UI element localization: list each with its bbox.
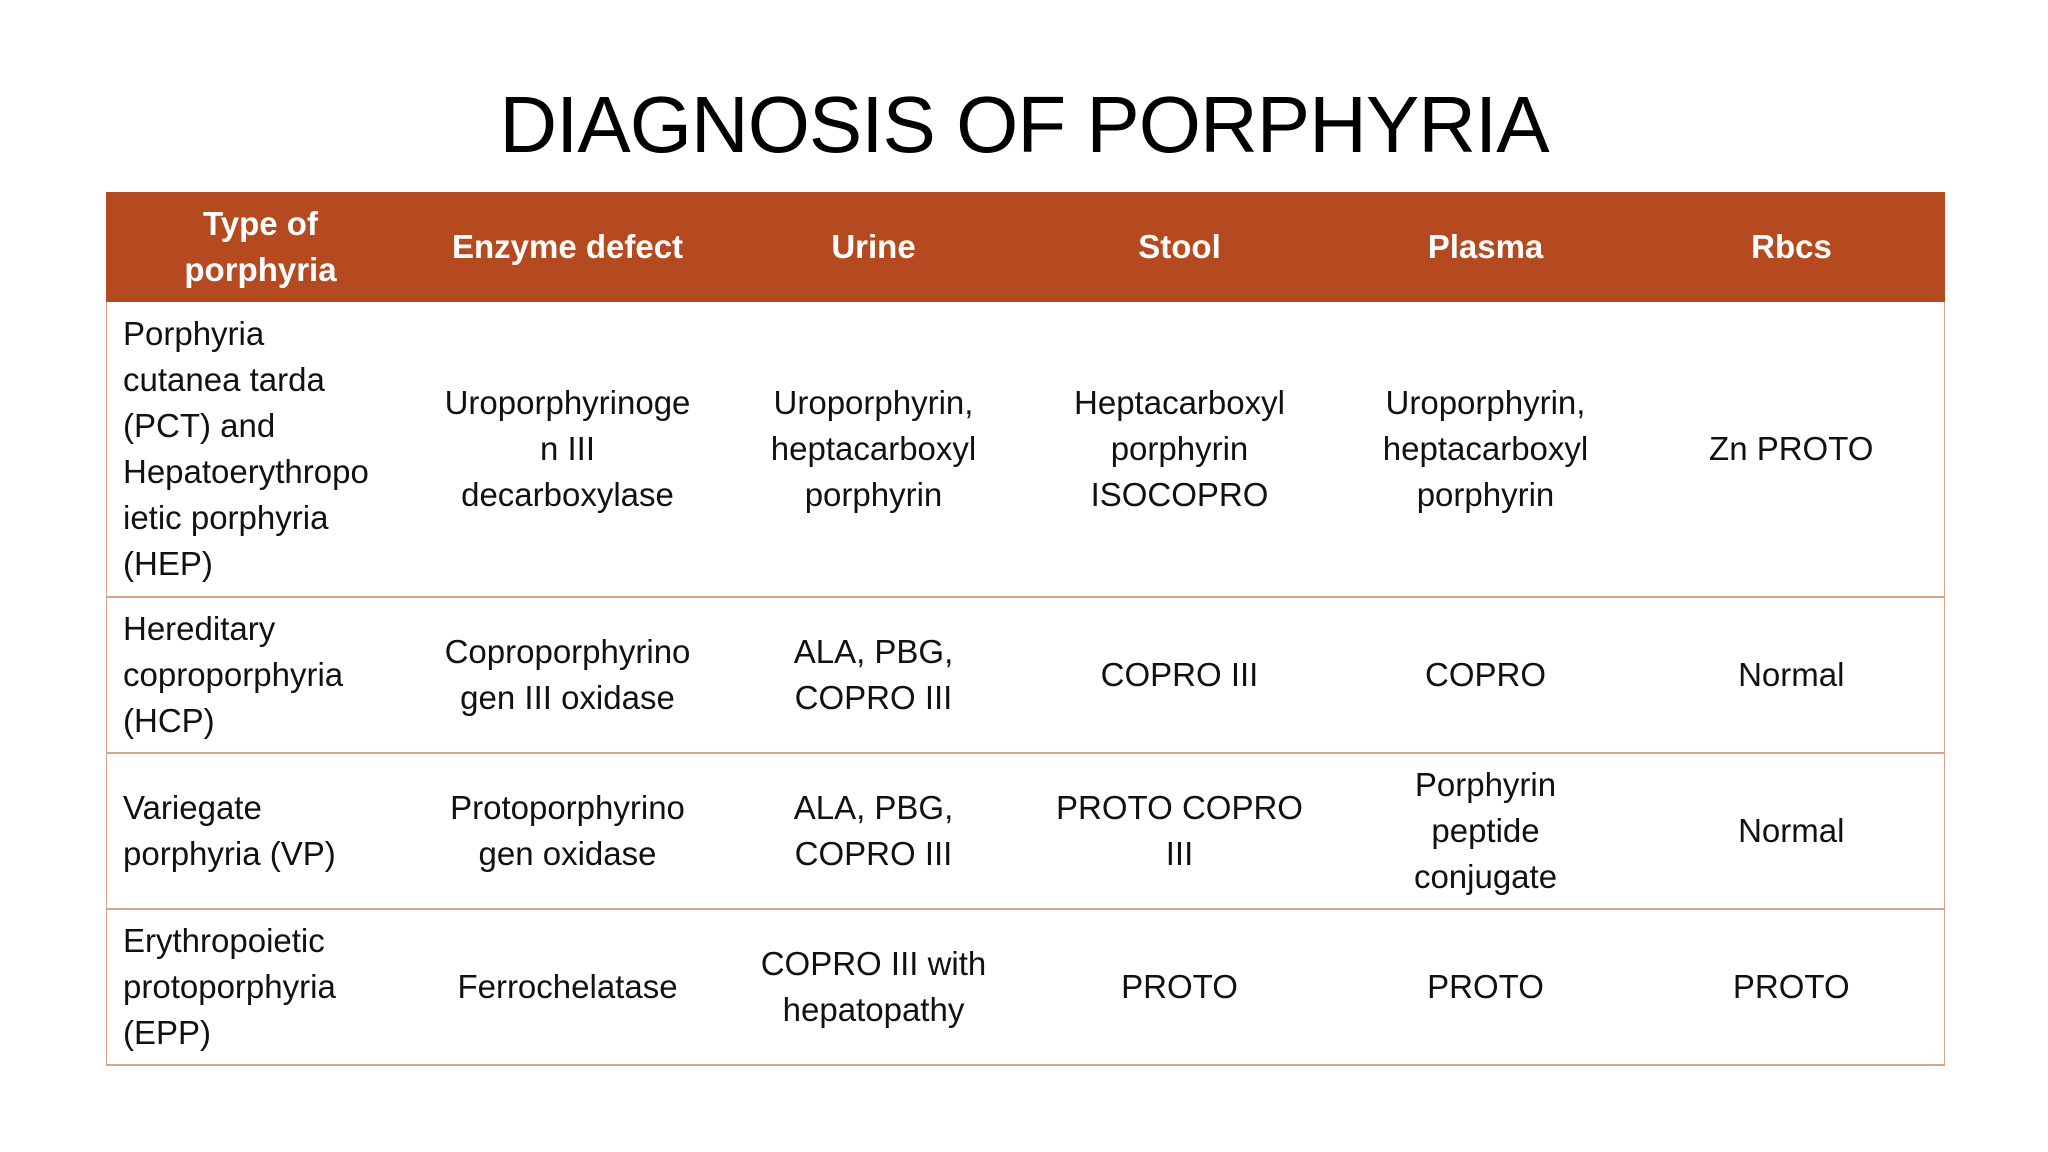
cell-enzyme: Protoporphyrino gen oxidase bbox=[415, 753, 721, 909]
cell-rbcs: Zn PROTO bbox=[1639, 302, 1945, 598]
header-plasma: Plasma bbox=[1333, 193, 1639, 302]
porphyria-table-container bbox=[106, 192, 1944, 1066]
cell-stool: Heptacarboxyl porphyrin ISOCOPRO bbox=[1027, 302, 1333, 598]
cell-urine: Uroporphyrin, heptacarboxyl porphyrin bbox=[721, 302, 1027, 598]
slide-title: DIAGNOSIS OF PORPHYRIA bbox=[499, 80, 1549, 169]
header-row bbox=[107, 193, 1945, 302]
cell-urine: ALA, PBG, COPRO III bbox=[721, 597, 1027, 753]
cell-plasma: COPRO bbox=[1333, 597, 1639, 753]
cell-urine: COPRO III with hepatopathy bbox=[721, 909, 1027, 1065]
table-row bbox=[107, 909, 1945, 1065]
header-urine: Urine bbox=[721, 193, 1027, 302]
cell-rbcs: Normal bbox=[1639, 753, 1945, 909]
porphyria-diagnosis-table bbox=[106, 192, 1945, 1066]
cell-stool: PROTO COPRO III bbox=[1027, 753, 1333, 909]
header-enzyme: Enzyme defect bbox=[415, 193, 721, 302]
cell-stool: COPRO III bbox=[1027, 597, 1333, 753]
table-header bbox=[107, 193, 1945, 302]
header-type: Type of porphyria bbox=[107, 193, 415, 302]
cell-type: Variegate porphyria (VP) bbox=[107, 753, 415, 909]
cell-rbcs: PROTO bbox=[1639, 909, 1945, 1065]
cell-type: Hereditary coproporphyria (HCP) bbox=[107, 597, 415, 753]
cell-urine: ALA, PBG, COPRO III bbox=[721, 753, 1027, 909]
cell-enzyme: Uroporphyrinoge n III decarboxylase bbox=[415, 302, 721, 598]
cell-plasma: Uroporphyrin, heptacarboxyl porphyrin bbox=[1333, 302, 1639, 598]
table-row bbox=[107, 302, 1945, 598]
cell-enzyme: Ferrochelatase bbox=[415, 909, 721, 1065]
table-row bbox=[107, 753, 1945, 909]
header-rbcs: Rbcs bbox=[1639, 193, 1945, 302]
table-row bbox=[107, 597, 1945, 753]
header-stool: Stool bbox=[1027, 193, 1333, 302]
table-body bbox=[107, 302, 1945, 1066]
cell-rbcs: Normal bbox=[1639, 597, 1945, 753]
cell-stool: PROTO bbox=[1027, 909, 1333, 1065]
cell-enzyme: Coproporphyrino gen III oxidase bbox=[415, 597, 721, 753]
cell-plasma: Porphyrin peptide conjugate bbox=[1333, 753, 1639, 909]
cell-plasma: PROTO bbox=[1333, 909, 1639, 1065]
cell-type: Porphyria cutanea tarda (PCT) and Hepatoerythropo ietic porphyria (HEP) bbox=[107, 302, 415, 598]
cell-type: Erythropoietic protoporphyria (EPP) bbox=[107, 909, 415, 1065]
